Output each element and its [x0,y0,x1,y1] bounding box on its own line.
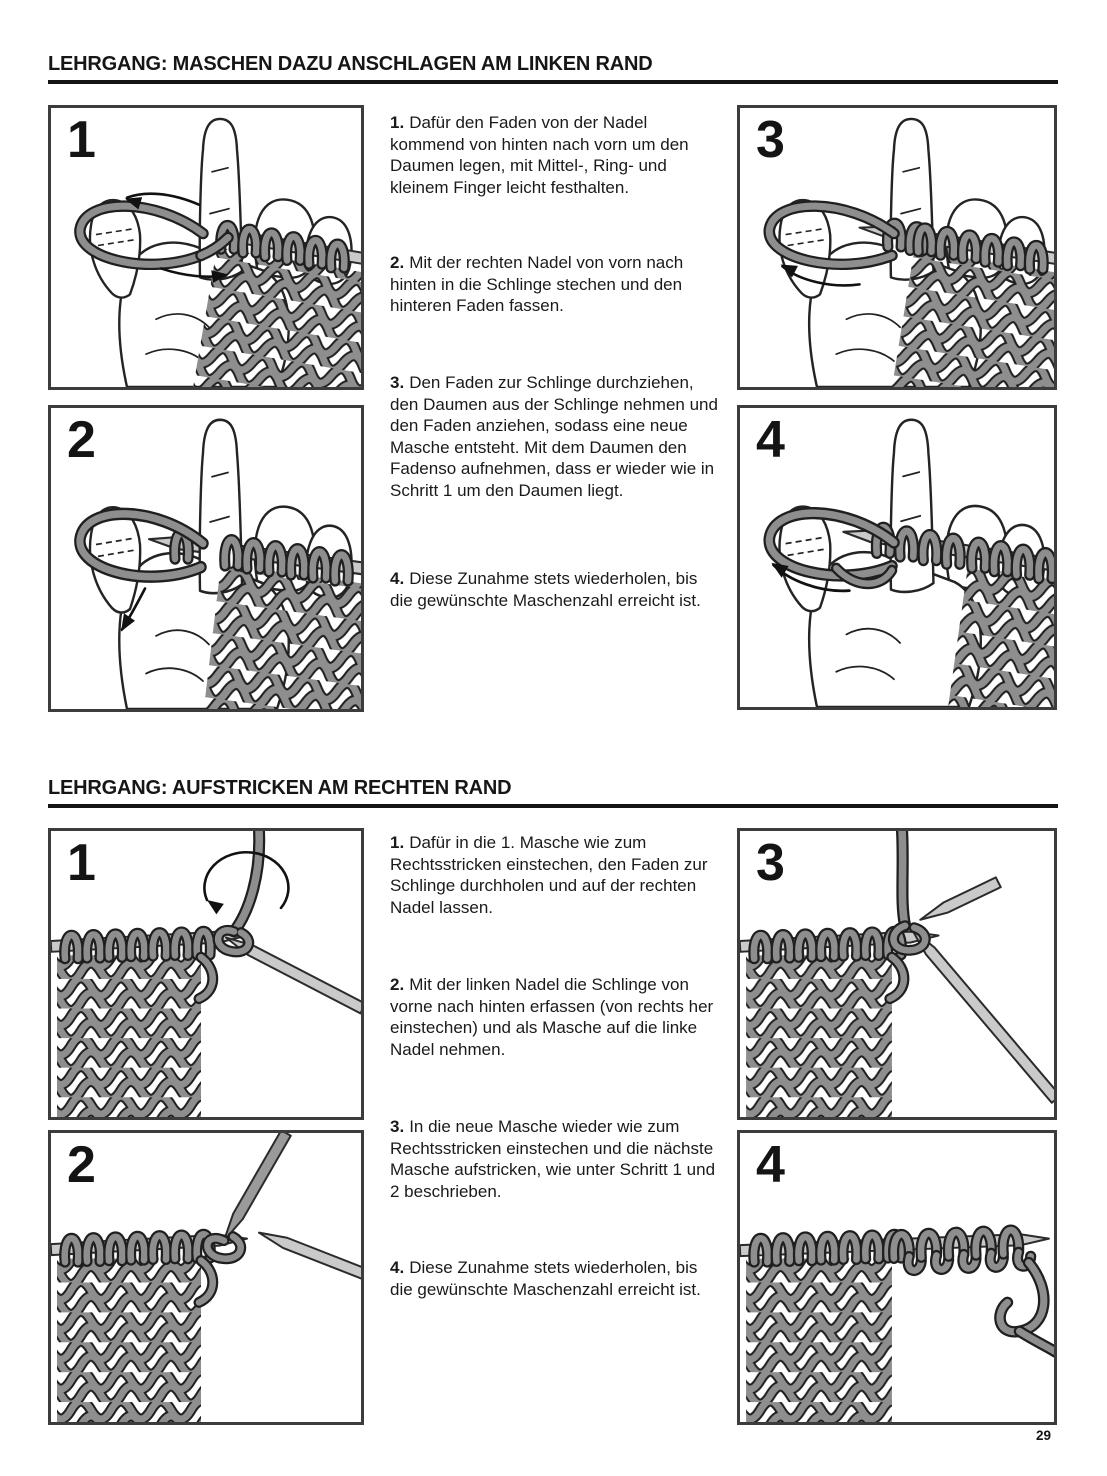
step-text: 1. Dafür in die 1. Masche wie zum Rechtsstricken einstechen, den Faden zur Schlinge durchholen und auf der rechten Nadel lassen. [390,833,708,917]
panel-number: 3 [756,834,785,892]
panel-number: 4 [756,1136,785,1194]
knitting-illustration [51,831,361,1117]
step-text: 2. Mit der rechten Nadel von vorn nach hinten in die Schlinge stechen und den hinteren Faden fassen. [390,253,684,315]
illustration-panel-s1-1 [48,105,364,390]
step-text: 4. Diese Zunahme stets wiederholen, bis die gewünschte Maschenzahl erreicht ist. [390,569,701,610]
illustration-panel-s1-3 [737,105,1057,390]
illustration-panel-s2-4 [737,1130,1057,1425]
knitting-illustration [51,408,361,709]
knitting-illustration [51,1133,361,1422]
knitting-illustration [740,108,1054,387]
knitting-illustration [740,831,1054,1117]
illustration-panel-s2-1 [48,828,364,1120]
step-text: 3. Den Faden zur Schlinge durchziehen, den Daumen aus der Schlinge nehmen und den Faden anziehen, sodass eine neue Masche entsteht. Mit dem Daumen den Fadenso aufnehmen, dass er wieder wie in Schritt 1 um den Daumen liegt. [390,373,718,500]
knitting-illustration [740,1133,1054,1422]
panel-number: 3 [756,111,785,169]
panel-number: 4 [756,411,785,469]
step-text: 3. In die neue Masche wieder wie zum Rechtsstricken einstechen und die nächste Masche aufstricken, wie unter Schritt 1 und 2 beschrieben. [390,1117,716,1201]
section-heading-2: LEHRGANG: AUFSTRICKEN AM RECHTEN RAND [48,776,1058,808]
panel-number: 2 [67,411,96,469]
panel-number: 1 [67,111,96,169]
panel-number: 1 [67,834,96,892]
illustration-panel-s1-4 [737,405,1057,710]
step-text: 2. Mit der linken Nadel die Schlinge von vorne nach hinten erfassen (von rechts her einstechen) und als Masche auf die linke Nadel nehmen. [390,975,714,1059]
illustration-panel-s2-2 [48,1130,364,1425]
illustration-panel-s2-3 [737,828,1057,1120]
step-text: 4. Diese Zunahme stets wiederholen, bis die gewünschte Maschenzahl erreicht ist. [390,1258,701,1299]
knitting-illustration [51,108,361,387]
step-text: 1. Dafür den Faden von der Nadel kommend von hinten nach vorn um den Daumen legen, mit Mittel-, Ring- und kleinem Finger leicht festhalten. [390,113,689,197]
page-number: 29 [1036,1428,1052,1443]
section-heading-1: LEHRGANG: MASCHEN DAZU ANSCHLAGEN AM LINKEN RAND [48,52,1058,84]
panel-number: 2 [67,1136,96,1194]
illustration-panel-s1-2 [48,405,364,712]
knitting-illustration [740,408,1054,707]
